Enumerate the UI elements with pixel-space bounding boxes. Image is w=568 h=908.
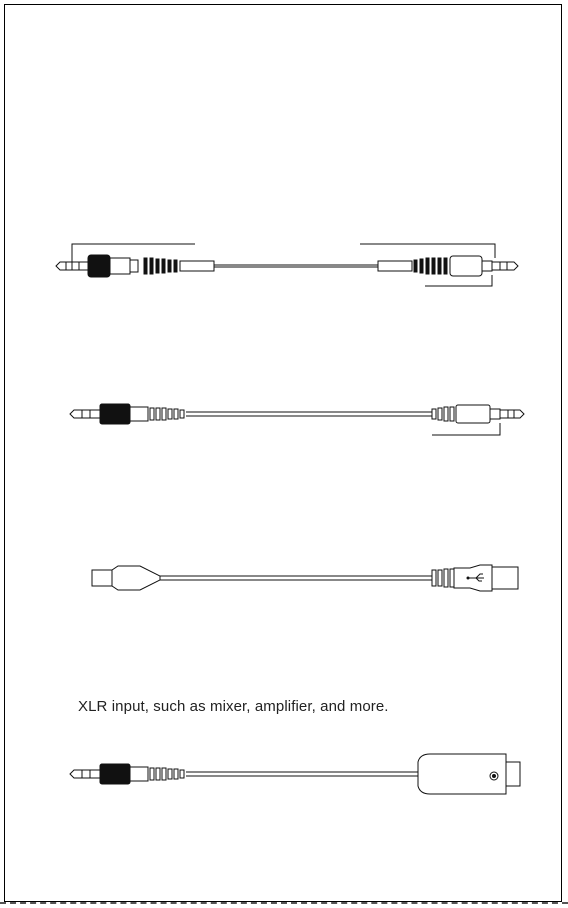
cable-locking-35mm-to-35mm	[0, 230, 568, 300]
cable-locking-35mm-to-35mm-thin	[0, 385, 568, 455]
xlr-caption: XLR input, such as mixer, amplifier, and more.	[78, 698, 389, 715]
cable-locking-35mm-to-xlr	[0, 740, 568, 810]
cable-mini-to-usb	[0, 548, 568, 618]
page-bottom-edge	[0, 902, 568, 904]
